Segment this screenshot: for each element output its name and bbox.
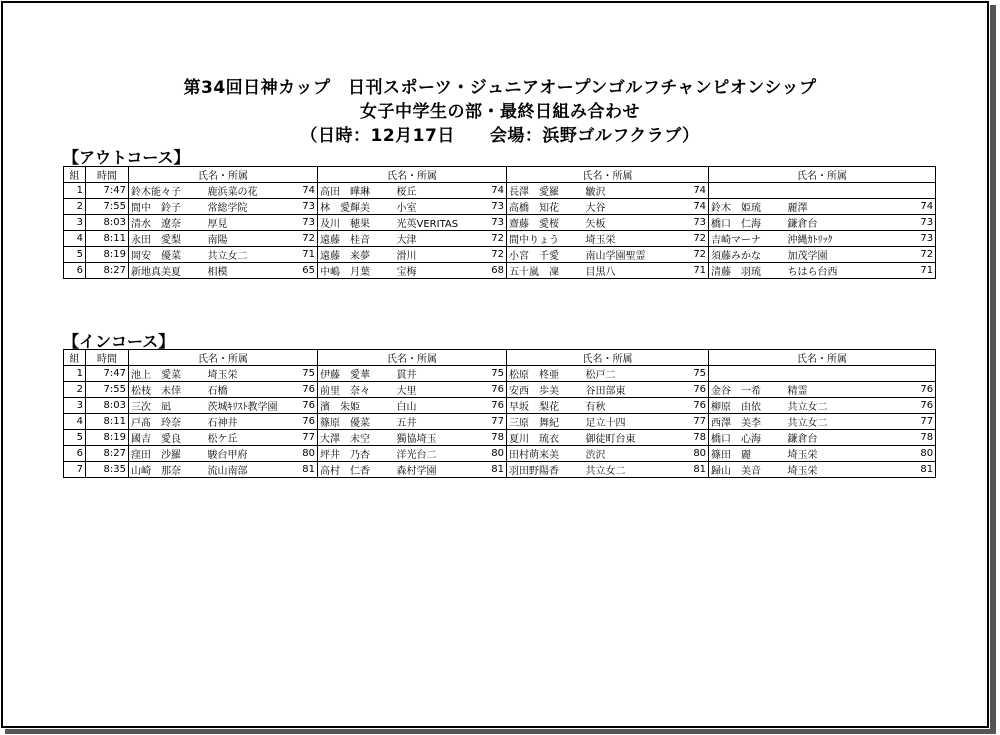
player-score: 72 xyxy=(489,231,507,247)
player-name: 吉崎マーナ xyxy=(709,231,786,247)
player-score: 81 xyxy=(489,462,507,478)
table-row xyxy=(64,263,936,279)
player-name: 間中 鈴子 xyxy=(129,199,206,215)
player-affiliation: 洋光台二 xyxy=(395,446,489,462)
group-number: 2 xyxy=(64,382,86,398)
player-affiliation: 宝梅 xyxy=(395,263,489,279)
player-name: 及川 穂果 xyxy=(318,215,395,231)
player-affiliation: 貫井 xyxy=(395,366,489,382)
player-score: 80 xyxy=(678,446,709,462)
header-name-affiliation: 氏名・所属 xyxy=(129,350,318,366)
table-row xyxy=(64,366,936,382)
player-name: 永田 愛梨 xyxy=(129,231,206,247)
player-name: 長澤 愛羅 xyxy=(507,183,584,199)
player-name: 金谷 一希 xyxy=(709,382,786,398)
table-row xyxy=(64,382,936,398)
header-time: 時間 xyxy=(86,350,129,366)
group-number: 5 xyxy=(64,430,86,446)
player-name xyxy=(709,183,786,199)
player-name: 窪田 沙羅 xyxy=(129,446,206,462)
player-name: 篠田 麗 xyxy=(709,446,786,462)
out-course-table xyxy=(63,166,936,279)
tee-time: 8:27 xyxy=(86,446,129,462)
tee-time: 7:55 xyxy=(86,199,129,215)
group-number: 1 xyxy=(64,366,86,382)
player-score xyxy=(880,366,936,382)
player-name: 松原 柊亜 xyxy=(507,366,584,382)
player-name: 夏川 琉衣 xyxy=(507,430,584,446)
player-affiliation: 鎌倉台 xyxy=(786,215,880,231)
group-number: 7 xyxy=(64,462,86,478)
player-affiliation: 共立女二 xyxy=(786,398,880,414)
page-shadow-bottom xyxy=(5,729,996,734)
player-name: 國吉 愛良 xyxy=(129,430,206,446)
player-name: 戸髙 玲奈 xyxy=(129,414,206,430)
player-affiliation: 精霊 xyxy=(786,382,880,398)
player-name: 三次 凪 xyxy=(129,398,206,414)
group-number: 3 xyxy=(64,215,86,231)
header-name-affiliation: 氏名・所属 xyxy=(709,350,936,366)
player-name: 山崎 那奈 xyxy=(129,462,206,478)
header-name-affiliation: 氏名・所属 xyxy=(129,167,318,183)
player-score: 73 xyxy=(300,199,318,215)
table-header-row xyxy=(64,350,936,366)
player-score: 71 xyxy=(880,263,936,279)
player-score: 76 xyxy=(489,382,507,398)
player-affiliation: 埼玉栄 xyxy=(206,366,300,382)
player-affiliation: 埼玉栄 xyxy=(584,231,678,247)
player-score: 65 xyxy=(300,263,318,279)
player-affiliation: 石橋 xyxy=(206,382,300,398)
player-affiliation: 共立女二 xyxy=(786,414,880,430)
player-affiliation: 麗澤 xyxy=(786,199,880,215)
player-affiliation: 大津 xyxy=(395,231,489,247)
player-score: 81 xyxy=(300,462,318,478)
player-name: 間中りょう xyxy=(507,231,584,247)
player-name: 林 愛輝美 xyxy=(318,199,395,215)
player-name: 鈴木 姫琉 xyxy=(709,199,786,215)
player-affiliation: 白山 xyxy=(395,398,489,414)
group-number: 5 xyxy=(64,247,86,263)
player-affiliation: 目黒八 xyxy=(584,263,678,279)
in-course-table xyxy=(63,349,936,478)
player-affiliation: 駿台甲府 xyxy=(206,446,300,462)
player-affiliation: 松ケ丘 xyxy=(206,430,300,446)
player-score: 72 xyxy=(300,231,318,247)
player-name: 伊藤 愛華 xyxy=(318,366,395,382)
player-name: 池上 愛菜 xyxy=(129,366,206,382)
header-name-affiliation: 氏名・所属 xyxy=(318,350,507,366)
table-row xyxy=(64,446,936,462)
player-affiliation: 有秋 xyxy=(584,398,678,414)
player-name: 田村萌来美 xyxy=(507,446,584,462)
player-score: 72 xyxy=(489,247,507,263)
tee-time: 8:19 xyxy=(86,247,129,263)
player-name: 松枝 未倖 xyxy=(129,382,206,398)
player-score: 68 xyxy=(489,263,507,279)
player-score: 76 xyxy=(678,382,709,398)
player-score: 73 xyxy=(678,215,709,231)
player-score: 76 xyxy=(880,382,936,398)
player-score: 74 xyxy=(678,183,709,199)
table-row xyxy=(64,430,936,446)
table-row xyxy=(64,398,936,414)
player-affiliation: 鹿浜菜の花 xyxy=(206,183,300,199)
player-score: 77 xyxy=(300,430,318,446)
player-name: 坪井 乃杏 xyxy=(318,446,395,462)
header-name-affiliation: 氏名・所属 xyxy=(709,167,936,183)
player-affiliation: 矢板 xyxy=(584,215,678,231)
player-affiliation: 埼玉栄 xyxy=(786,446,880,462)
player-affiliation: 御徒町台東 xyxy=(584,430,678,446)
tee-time: 7:47 xyxy=(86,366,129,382)
player-affiliation: 常総学院 xyxy=(206,199,300,215)
player-score: 77 xyxy=(678,414,709,430)
player-score: 73 xyxy=(880,215,936,231)
player-affiliation: 獨協埼玉 xyxy=(395,430,489,446)
player-score: 76 xyxy=(880,398,936,414)
table-header-row xyxy=(64,167,936,183)
player-affiliation: 埼玉栄 xyxy=(786,462,880,478)
player-name: 柳原 由依 xyxy=(709,398,786,414)
player-name: 大澤 未空 xyxy=(318,430,395,446)
tee-time: 8:11 xyxy=(86,414,129,430)
player-name: 早坂 梨花 xyxy=(507,398,584,414)
player-affiliation: ちはら台西 xyxy=(786,263,880,279)
player-affiliation: 南陽 xyxy=(206,231,300,247)
player-score: 76 xyxy=(300,382,318,398)
player-score: 76 xyxy=(678,398,709,414)
player-score: 80 xyxy=(489,446,507,462)
player-score: 76 xyxy=(300,414,318,430)
player-name: 高村 仁香 xyxy=(318,462,395,478)
player-name: 篠原 優菜 xyxy=(318,414,395,430)
player-name: 濱 朱姫 xyxy=(318,398,395,414)
player-affiliation: 桜丘 xyxy=(395,183,489,199)
player-affiliation: 南山学園聖霊 xyxy=(584,247,678,263)
player-score: 73 xyxy=(300,215,318,231)
group-number: 6 xyxy=(64,263,86,279)
player-name: 三原 舞紀 xyxy=(507,414,584,430)
player-affiliation: 小室 xyxy=(395,199,489,215)
tee-time: 7:55 xyxy=(86,382,129,398)
player-name: 中嶋 月葉 xyxy=(318,263,395,279)
player-affiliation: 石神井 xyxy=(206,414,300,430)
group-number: 4 xyxy=(64,231,86,247)
player-affiliation: 茨城ｷﾘｽﾄ教学園 xyxy=(206,398,300,414)
player-score: 74 xyxy=(489,183,507,199)
player-affiliation: 鎌倉台 xyxy=(786,430,880,446)
player-affiliation: 沖縄ｶﾄﾘｯｸ xyxy=(786,231,880,247)
tee-time: 8:03 xyxy=(86,215,129,231)
player-affiliation: 光英VERITAS xyxy=(395,215,489,231)
group-number: 4 xyxy=(64,414,86,430)
player-score: 74 xyxy=(678,199,709,215)
header-name-affiliation: 氏名・所属 xyxy=(507,350,709,366)
player-affiliation: 五井 xyxy=(395,414,489,430)
player-name: 歸山 美音 xyxy=(709,462,786,478)
player-affiliation: 加茂学園 xyxy=(786,247,880,263)
player-name: 高橋 知花 xyxy=(507,199,584,215)
player-affiliation: 相模 xyxy=(206,263,300,279)
header-time: 時間 xyxy=(86,167,129,183)
table-row xyxy=(64,414,936,430)
in-course-label: 【インコース】 xyxy=(63,332,175,351)
player-affiliation: 共立女二 xyxy=(206,247,300,263)
tee-time: 8:19 xyxy=(86,430,129,446)
player-affiliation: 大谷 xyxy=(584,199,678,215)
table-row xyxy=(64,462,936,478)
player-score: 78 xyxy=(489,430,507,446)
player-score: 75 xyxy=(300,366,318,382)
player-score: 71 xyxy=(678,263,709,279)
player-name: 鈴木能々子 xyxy=(129,183,206,199)
player-score xyxy=(880,183,936,199)
player-affiliation: 森村学園 xyxy=(395,462,489,478)
header-name-affiliation: 氏名・所属 xyxy=(318,167,507,183)
out-course-label: 【アウトコース】 xyxy=(63,148,190,167)
table-row xyxy=(64,183,936,199)
player-name: 須藤みかな xyxy=(709,247,786,263)
tee-time: 8:27 xyxy=(86,263,129,279)
table-row xyxy=(64,231,936,247)
header-name-affiliation: 氏名・所属 xyxy=(507,167,709,183)
table-row xyxy=(64,199,936,215)
player-name: 岡安 優菜 xyxy=(129,247,206,263)
player-affiliation: 渋沢 xyxy=(584,446,678,462)
document-title: 第34回日神カップ 日刊スポーツ・ジュニアオープンゴルフチャンピオンシップ xyxy=(183,78,817,98)
player-score: 78 xyxy=(678,430,709,446)
player-score: 81 xyxy=(678,462,709,478)
player-score: 73 xyxy=(489,199,507,215)
player-name: 前里 奈々 xyxy=(318,382,395,398)
player-name: 西澤 美李 xyxy=(709,414,786,430)
player-score: 75 xyxy=(678,366,709,382)
document-date-venue: （日時：12月17日 会場：浜野ゴルフクラブ） xyxy=(300,126,700,146)
player-score: 72 xyxy=(880,247,936,263)
player-score: 76 xyxy=(300,398,318,414)
header-group: 組 xyxy=(64,350,86,366)
player-affiliation: 足立十四 xyxy=(584,414,678,430)
player-name: 遠藤 桂音 xyxy=(318,231,395,247)
document-subtitle: 女子中学生の部・最終日組み合わせ xyxy=(360,102,640,122)
player-affiliation: 大里 xyxy=(395,382,489,398)
player-name xyxy=(709,366,786,382)
group-number: 1 xyxy=(64,183,86,199)
tee-time: 8:35 xyxy=(86,462,129,478)
header-group: 組 xyxy=(64,167,86,183)
tee-time: 7:47 xyxy=(86,183,129,199)
player-name: 安西 歩美 xyxy=(507,382,584,398)
table-row xyxy=(64,247,936,263)
player-score: 73 xyxy=(489,215,507,231)
player-affiliation: 皺沢 xyxy=(584,183,678,199)
player-affiliation xyxy=(786,183,880,199)
player-score: 72 xyxy=(678,247,709,263)
player-name: 清水 遼奈 xyxy=(129,215,206,231)
player-score: 78 xyxy=(880,430,936,446)
player-name: 橋口 心海 xyxy=(709,430,786,446)
group-number: 2 xyxy=(64,199,86,215)
player-score: 80 xyxy=(880,446,936,462)
player-name: 高田 曄琳 xyxy=(318,183,395,199)
player-score: 71 xyxy=(300,247,318,263)
tee-time: 8:03 xyxy=(86,398,129,414)
player-name: 小宮 千愛 xyxy=(507,247,584,263)
group-number: 6 xyxy=(64,446,86,462)
player-name: 羽田野陽香 xyxy=(507,462,584,478)
player-affiliation: 共立女二 xyxy=(584,462,678,478)
player-score: 76 xyxy=(489,398,507,414)
player-score: 72 xyxy=(678,231,709,247)
player-name: 橋口 仁海 xyxy=(709,215,786,231)
player-score: 77 xyxy=(880,414,936,430)
player-score: 77 xyxy=(489,414,507,430)
player-name: 齋藤 愛桜 xyxy=(507,215,584,231)
player-affiliation: 厚見 xyxy=(206,215,300,231)
player-name: 清藤 羽琉 xyxy=(709,263,786,279)
player-name: 遠藤 来夢 xyxy=(318,247,395,263)
tee-time: 8:11 xyxy=(86,231,129,247)
player-score: 74 xyxy=(880,199,936,215)
player-score: 75 xyxy=(489,366,507,382)
player-score: 80 xyxy=(300,446,318,462)
table-row xyxy=(64,215,936,231)
player-score: 81 xyxy=(880,462,936,478)
player-name: 五十嵐 凜 xyxy=(507,263,584,279)
player-affiliation: 流山南部 xyxy=(206,462,300,478)
player-name: 新地真美夏 xyxy=(129,263,206,279)
group-number: 3 xyxy=(64,398,86,414)
player-affiliation: 滑川 xyxy=(395,247,489,263)
player-score: 73 xyxy=(880,231,936,247)
player-affiliation: 谷田部東 xyxy=(584,382,678,398)
player-affiliation xyxy=(786,366,880,382)
player-score: 74 xyxy=(300,183,318,199)
player-affiliation: 松戸二 xyxy=(584,366,678,382)
